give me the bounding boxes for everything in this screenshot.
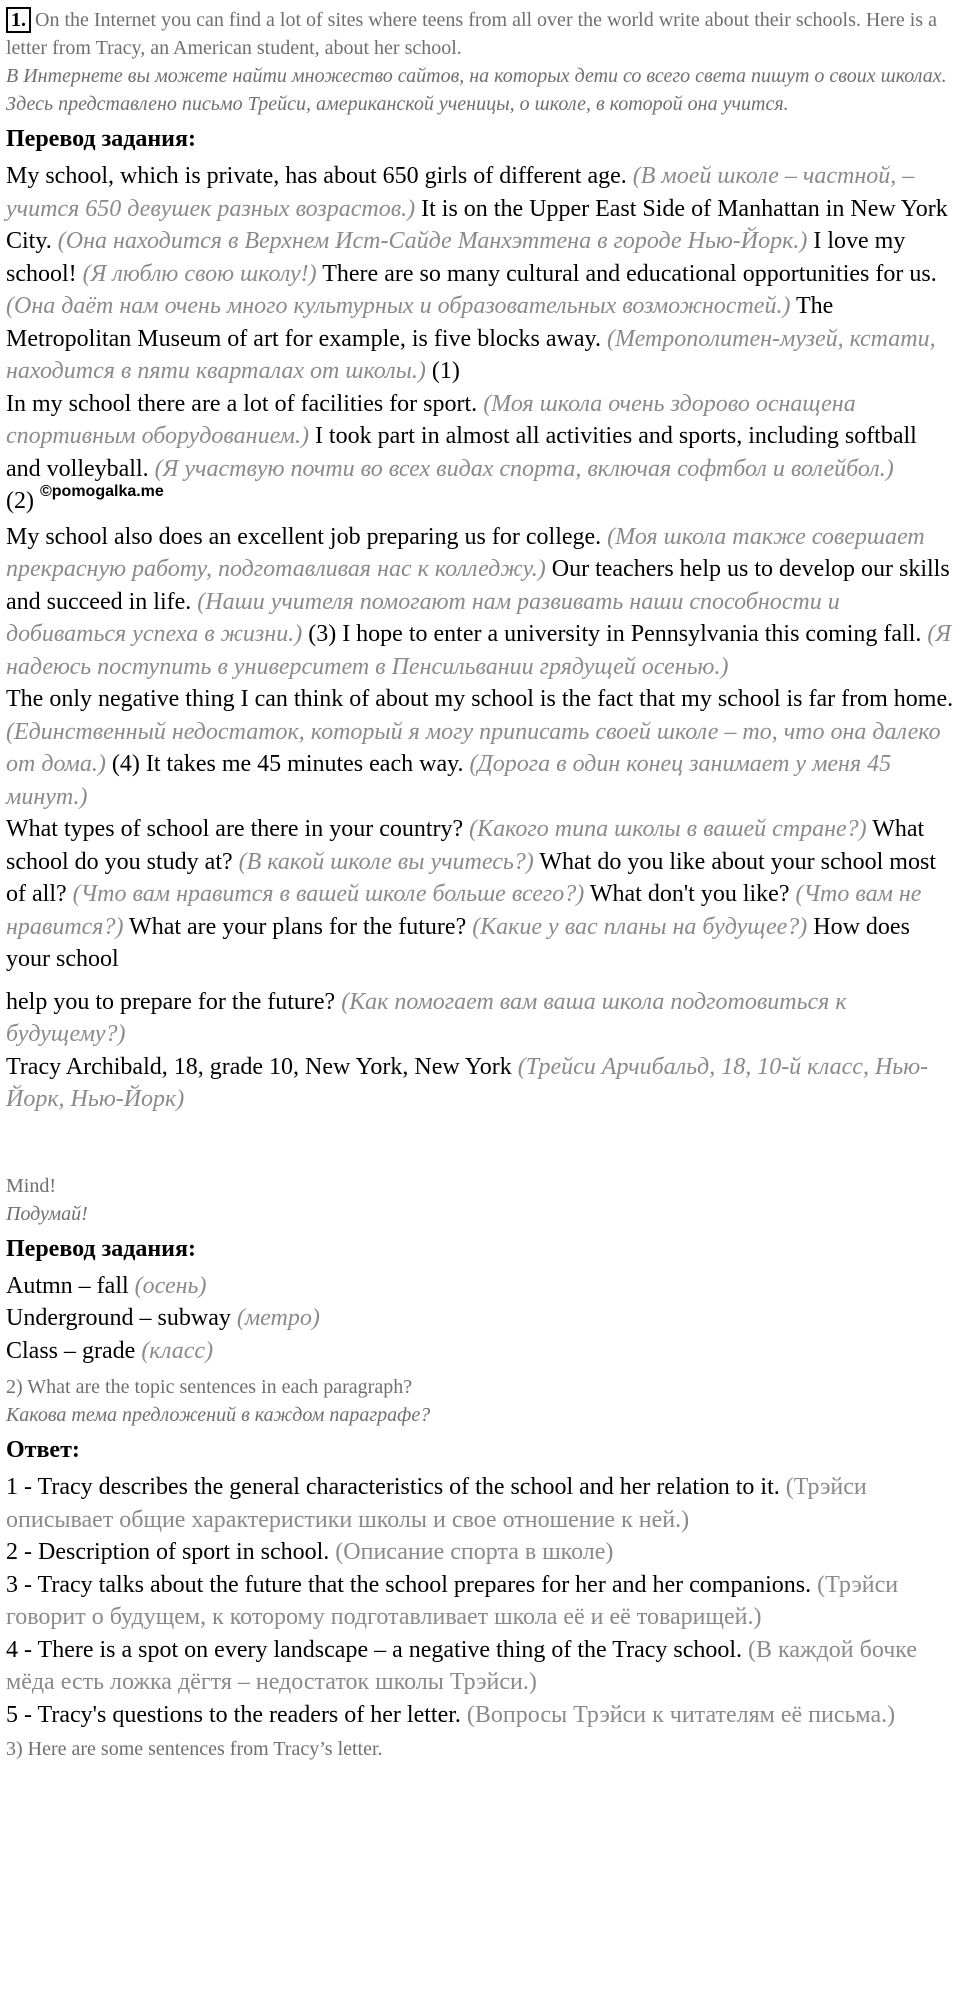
letter-paragraph-2: In my school there are a lot of facilities for sport. (Моя школа очень здорово оснащена спортивным оборудованием.) I took part in almost all activities and sports, including softball and volleyball. (Я участвую почти во всех видах спорта, включая софтбол и волейбол.) (2) $^{©pomogalka.me}$ — [6, 390, 917, 514]
mind-english: Mind! — [6, 1174, 56, 1197]
paragraph-marker-2: (2) — [6, 488, 34, 514]
paragraph-marker-3: (3) — [308, 621, 337, 647]
paragraph-marker-4: (4) — [111, 751, 140, 777]
task-1-russian: В Интернете вы можете найти множество сайтов, на которых дети со всего света пишут о своих школах. Здесь представлено письмо Трейси, американской ученицы, о школе, в которой она учится. — [6, 65, 947, 115]
answer-item: 1 - Tracy describes the general characteristics of the school and her relation to it. (Трэйси описывает общие характеристики школы и свое отношение к ней.) — [6, 1474, 867, 1533]
vocab-item: Class – grade (класс) — [6, 1337, 214, 1364]
letter-signature: Tracy Archibald, 18, grade 10, New York, New York (Трейси Арчибальд, 18, 10-й класс, Нью-Йорк, Нью-Йорк) — [6, 1053, 929, 1112]
letter-paragraph-1: My school, which is private, has about 650 girls of different age. (В моей школе – частной, – учится 650 девушек разных возрастов.) It is on the Upper East Side of Manhattan in New York City. (Она находится в Верхнем Ист-Сайде Манхэттена в городе Нью-Йорк.) I love my school! (Я люблю свою школу!) There are so many cultural and educational opportunities for us. (Она даёт нам очень много культурных и образовательных возможностей.) The Metropolitan Museum of art for example, is five blocks away. (Метрополитен-музей, кстати, находится в пяти кварталах от школы.) (1) — [6, 163, 948, 384]
translation-heading-2: Перевод задания: — [6, 1235, 196, 1262]
task-1-english: On the Internet you can find a lot of sites where teens from all over the world write about their schools. Here is a letter from Tracy, an American student, about her school. — [6, 9, 937, 59]
vocab-item: Underground – subway (метро) — [6, 1305, 320, 1331]
letter-paragraph-5: What types of school are there in your country? (Какого типа школы в вашей стране?) What school do you study at? (В какой школе вы учитесь?) What do you like about your school most of all? (Что вам нравится в вашей школе больше всего?) What don't you like? (Что вам не нравится?) What are your plans for the future? (Какие у вас планы на будущее?) How does your school — [6, 816, 936, 972]
answer-item: 3 - Tracy talks about the future that the school prepares for her and her companions. (Трэйси говорит о будущем, к которому подготавливает школа её и её товарищей.) — [6, 1571, 899, 1630]
answer-heading: Ответ: — [6, 1437, 80, 1463]
task-3-english: 3) Here are some sentences from Tracy’s letter. — [6, 1738, 383, 1760]
task-number: 1. — [6, 7, 31, 33]
answer-item: 5 - Tracy's questions to the readers of her letter. (Вопросы Трэйси к читателям её письма.) — [6, 1701, 896, 1728]
answers-list — [6, 1471, 956, 1731]
document-page — [6, 6, 956, 1763]
answer-item: 2 - Description of sport in school. (Описание спорта в школе) — [6, 1539, 614, 1565]
task-2-russian: Какова тема предложений в каждом параграфе? — [6, 1404, 431, 1426]
letter-paragraph-3: My school also does an excellent job preparing us for college. (Моя школа также совершает прекрасную работу, подготавливая нас к колледжу.) Our teachers help us to develop our skills and succeed in life. (Наши учителя помогают нам развивать наши способности и добиваться успеха в жизни.) (3) I hope to enter a university in Pennsylvania this coming fall. (Я надеюсь поступить в университет в Пенсильвании грядущей осенью.) — [6, 523, 952, 680]
answer-item: 4 - There is a spot on every landscape – a negative thing of the Tracy school. (В каждой бочке мёда есть ложка дёгтя – недостаток школы Трэйси.) — [6, 1636, 917, 1695]
letter-paragraph-4: The only negative thing I can think of about my school is the fact that my school is far from home. (Единственный недостаток, который я могу приписать своей школе – то, что она далеко от дома.) (4) It takes me 45 minutes each way. (Дорога в один конец занимает у меня 45 минут.) — [6, 686, 954, 810]
translation-heading: Перевод задания: — [6, 126, 196, 152]
mind-russian: Подумай! — [6, 1202, 88, 1225]
vocab-list — [6, 1270, 956, 1368]
vocab-item: Autmn – fall (осень) — [6, 1272, 207, 1299]
paragraph-marker-1: (1) — [431, 358, 460, 384]
task-2-english: 2) What are the topic sentences in each paragraph? — [6, 1376, 413, 1398]
watermark-stamp: ©pomogalka.me — [39, 483, 164, 500]
letter-paragraph-5-cont: help you to prepare for the future? (Как помогает вам ваша школа подготовиться к будущему?) — [6, 988, 847, 1047]
task-1-instruction — [6, 6, 956, 62]
